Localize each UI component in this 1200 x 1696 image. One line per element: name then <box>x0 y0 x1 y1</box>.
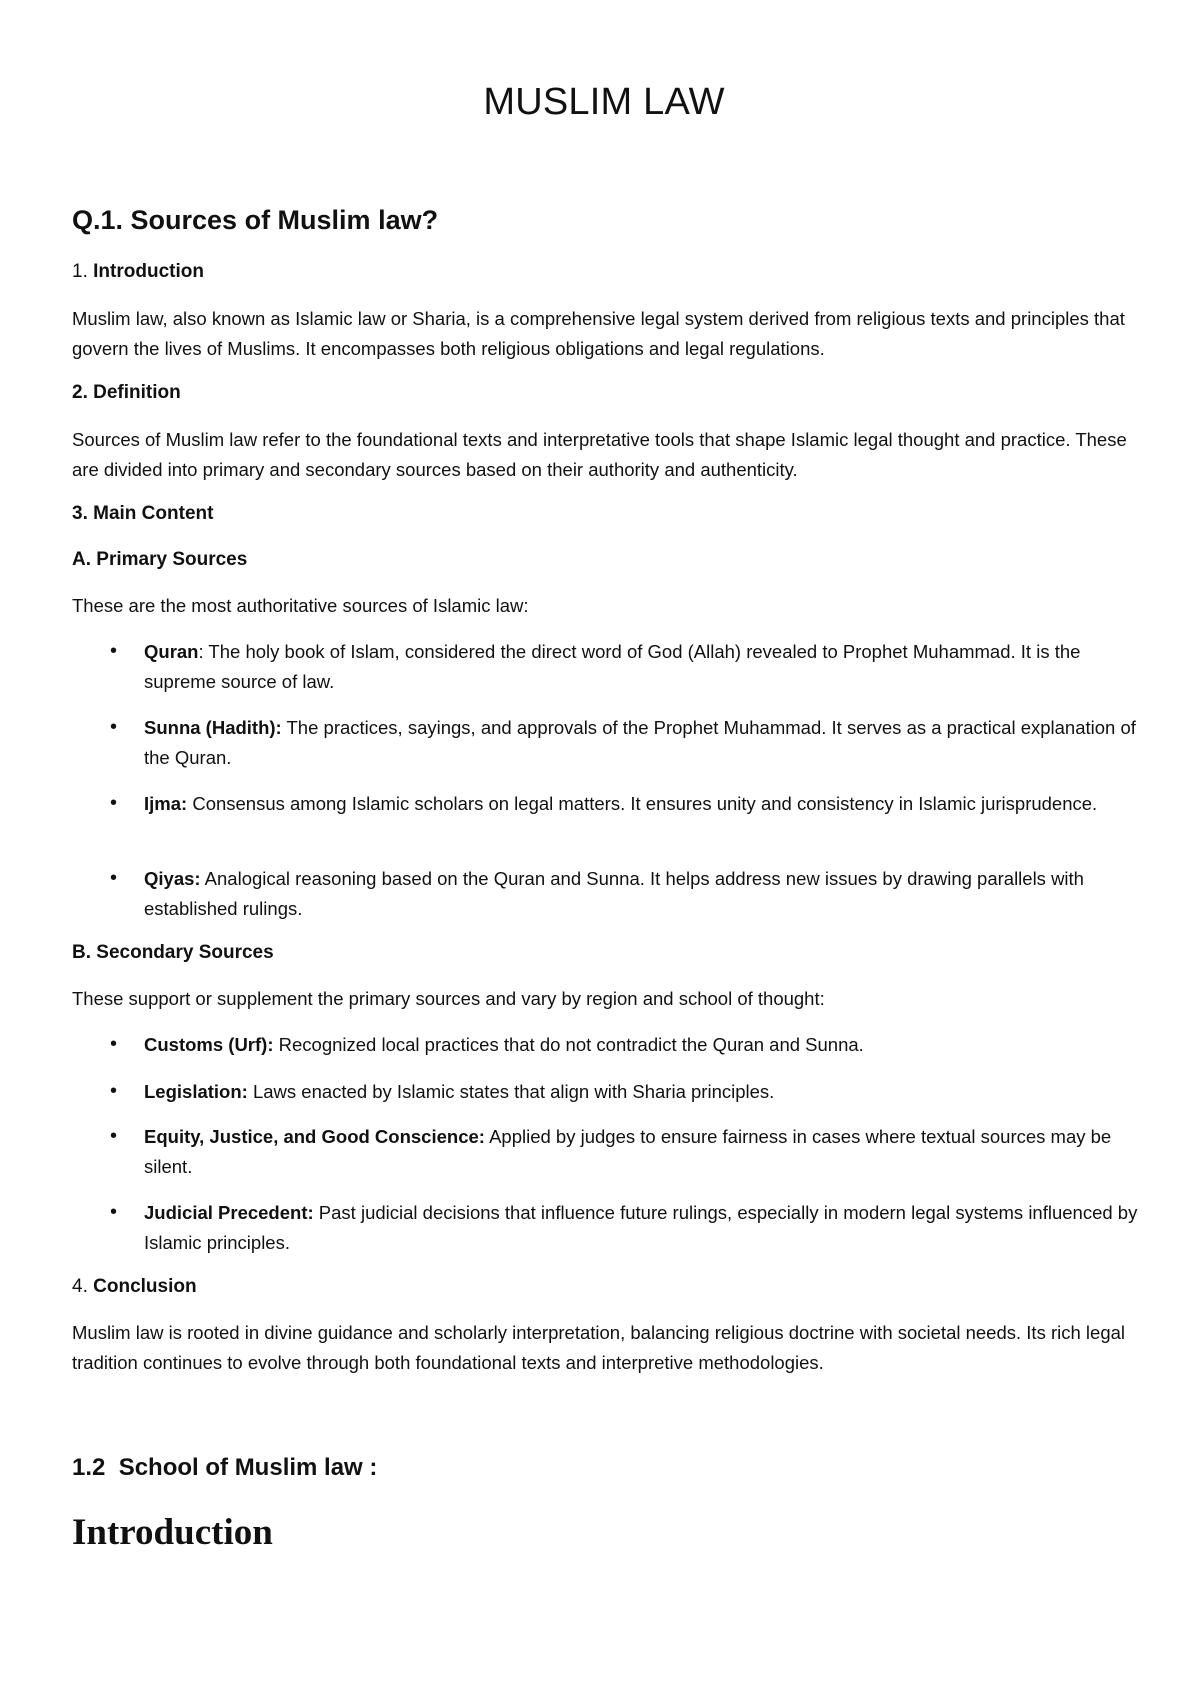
secondary-sources-lead: These support or supplement the primary sources and vary by region and school of thought: <box>72 988 825 1009</box>
list-item-text: Analogical reasoning based on the Quran and Sunna. It helps address new issues by drawing parallels with established rulings. <box>144 868 1084 919</box>
document-title: MUSLIM LAW <box>483 81 725 123</box>
secondary-sources-heading: B. Secondary Sources <box>72 942 274 963</box>
document-page <box>72 0 1142 1696</box>
list-item-term: Sunna (Hadith): <box>144 717 282 738</box>
list-item <box>72 1030 1140 1060</box>
bullet-icon: • <box>110 1080 118 1102</box>
bullet-icon: • <box>110 1201 118 1223</box>
primary-sources-lead: These are the most authoritative sources of Islamic law: <box>72 595 529 616</box>
conclusion-number: 4. <box>72 1276 88 1297</box>
list-item <box>72 864 1140 923</box>
list-item <box>72 713 1140 772</box>
list-item-term: Qiyas: <box>144 868 201 889</box>
list-item <box>72 789 1140 819</box>
question-heading: Q.1. Sources of Muslim law? <box>72 205 439 235</box>
list-item-text: Consensus among Islamic scholars on legal matters. It ensures unity and consistency in Islamic jurisprudence. <box>187 793 1098 814</box>
list-item <box>72 637 1140 696</box>
primary-sources-heading: A. Primary Sources <box>72 549 248 570</box>
main-content-heading: 3. Main Content <box>72 503 214 524</box>
introduction-number: 1. <box>72 261 88 282</box>
list-item-text: The holy book of Islam, considered the direct word of God (Allah) revealed to Prophet Muhammad. It is the supreme source of law. <box>144 641 1081 692</box>
list-item-term: Legislation: <box>144 1081 248 1102</box>
list-item-term-separator: : <box>198 641 204 662</box>
introduction-paragraph: Muslim law, also known as Islamic law or Sharia, is a comprehensive legal system derived from religious texts and principles that govern the lives of Muslims. It encompasses both religious obligations and legal regulations. <box>72 308 1125 359</box>
bullet-icon: • <box>110 716 118 738</box>
conclusion-heading <box>72 1274 197 1300</box>
list-item-text: Laws enacted by Islamic states that align with Sharia principles. <box>247 1081 775 1102</box>
list-item-term: Equity, Justice, and Good Conscience: <box>144 1126 485 1147</box>
list-item-text: Past judicial decisions that influence future rulings, especially in modern legal systems influenced by Islamic principles. <box>144 1202 1138 1253</box>
list-item-term: Ijma: <box>144 793 188 814</box>
list-item <box>72 1077 1140 1107</box>
list-item <box>72 1122 1140 1181</box>
list-item-term: Judicial Precedent: <box>144 1202 314 1223</box>
bullet-icon: • <box>110 867 118 889</box>
bullet-icon: • <box>110 1033 118 1055</box>
list-item-term: Customs (Urf): <box>144 1034 274 1055</box>
conclusion-paragraph: Muslim law is rooted in divine guidance and scholarly interpretation, balancing religious doctrine with societal needs. Its rich legal tradition continues to evolve through both foundational texts and interpretive methodologies. <box>72 1322 1126 1373</box>
bullet-icon: • <box>110 640 118 662</box>
list-item-text: Applied by judges to ensure fairness in cases where textual sources may be silent. <box>144 1126 1112 1177</box>
list-item-text: Recognized local practices that do not contradict the Quran and Sunna. <box>273 1034 864 1055</box>
introduction-heading <box>72 259 204 285</box>
definition-paragraph: Sources of Muslim law refer to the foundational texts and interpretative tools that shape Islamic legal thought and practice. These are divided into primary and secondary sources based on their authority and authenticity. <box>72 429 1127 480</box>
bullet-icon: • <box>110 792 118 814</box>
school-introduction-heading: Introduction <box>72 1512 273 1553</box>
conclusion-label: Conclusion <box>93 1276 197 1297</box>
introduction-label: Introduction <box>93 261 204 282</box>
school-of-muslim-law-heading: 1.2 School of Muslim law : <box>72 1454 378 1481</box>
list-item-text: The practices, sayings, and approvals of the Prophet Muhammad. It serves as a practical explanation of the Quran. <box>144 717 1136 768</box>
definition-heading: 2. Definition <box>72 382 181 403</box>
bullet-icon: • <box>110 1125 118 1147</box>
list-item-term: Quran <box>144 641 199 662</box>
list-item <box>72 1198 1140 1257</box>
